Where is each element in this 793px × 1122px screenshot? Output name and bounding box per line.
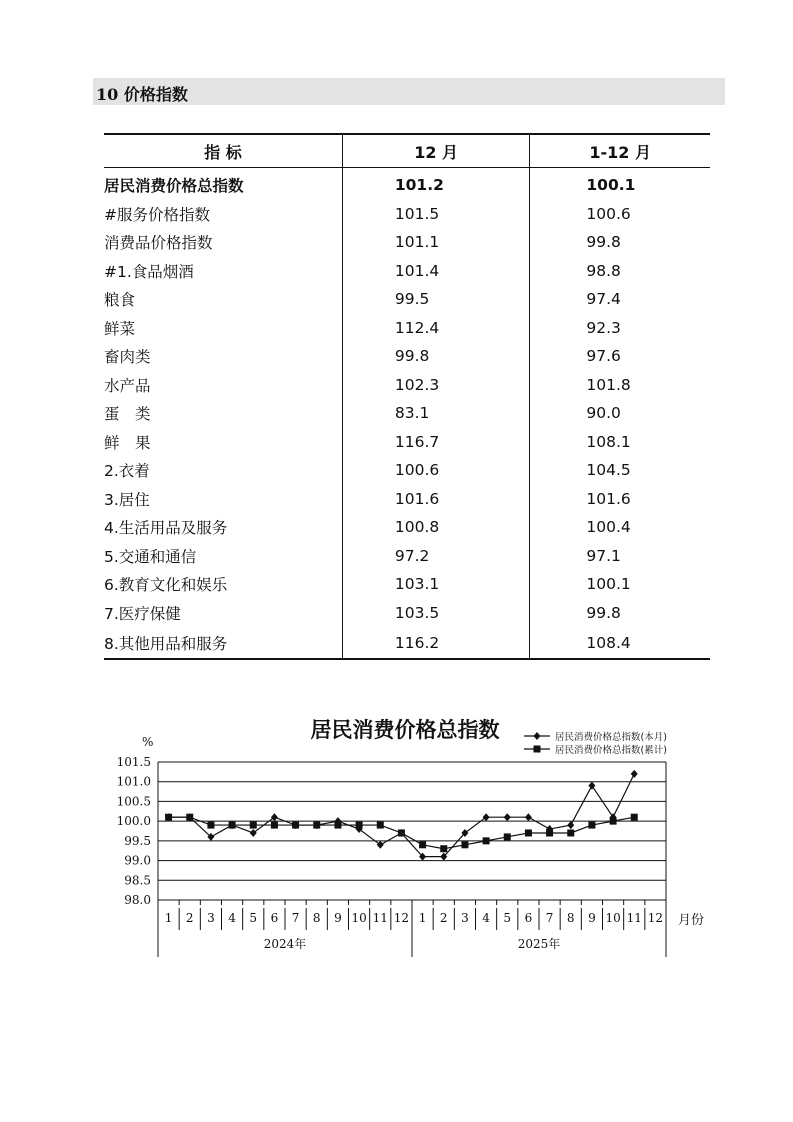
y-tick-label: 100.0 [116, 814, 151, 829]
table-row [104, 542, 710, 571]
y-tick-label: 100.5 [116, 794, 151, 809]
row-december-value: 103.5 [342, 599, 530, 628]
row-december-value: 97.2 [342, 542, 530, 571]
x-tick-label: 2 [439, 911, 448, 925]
table-row [104, 371, 710, 400]
row-label: 粮食 [104, 291, 136, 310]
row-jan-dec-value: 92.3 [586, 318, 621, 337]
series-cumulative-point [313, 822, 320, 829]
legend-marker [534, 746, 541, 753]
x-tick-label: 5 [503, 911, 512, 925]
y-tick-label: 101.5 [116, 755, 151, 769]
x-tick-label: 11 [626, 911, 642, 925]
row-december-value: 99.8 [342, 342, 530, 371]
row-label: 6.教育文化和娱乐 [104, 576, 228, 595]
series-cumulative-point [207, 822, 214, 829]
x-axis-label: 月份 [678, 913, 705, 928]
series-cumulative-point [631, 814, 638, 821]
legend-label: 居民消费价格总指数(本月) [555, 732, 667, 743]
row-december-value: 103.1 [342, 570, 530, 599]
row-jan-dec-value: 97.1 [586, 546, 621, 565]
row-december-value: 100.8 [342, 513, 530, 542]
table-row [104, 485, 710, 514]
series-monthly-point [567, 821, 574, 829]
table-row [104, 428, 710, 457]
table-row [104, 200, 710, 229]
x-tick-label: 12 [647, 911, 664, 925]
row-jan-dec-value: 108.4 [530, 627, 710, 659]
row-label: #服务价格指数 [104, 205, 210, 224]
series-cumulative-point [483, 837, 490, 844]
row-jan-dec-value: 100.4 [586, 518, 631, 537]
cpi-line-chart [0, 700, 793, 970]
table-row [104, 342, 710, 371]
x-tick-label: 3 [461, 911, 469, 925]
row-december-value: 100.6 [342, 456, 530, 485]
table-header-row [104, 134, 710, 168]
row-jan-dec-value: 100.1 [586, 176, 636, 195]
series-cumulative-point [567, 829, 574, 836]
series-cumulative-point [546, 829, 553, 836]
row-jan-dec-value: 97.6 [586, 347, 621, 366]
x-tick-label: 1 [164, 911, 173, 925]
table-row [104, 257, 710, 286]
series-monthly-point [504, 813, 511, 821]
row-label: 8.其他用品和服务 [104, 627, 342, 659]
row-december-value: 101.5 [342, 200, 530, 229]
x-tick-label: 8 [312, 911, 321, 925]
x-tick-label: 10 [351, 911, 367, 925]
table-row [104, 627, 710, 659]
series-cumulative-point [419, 841, 426, 848]
y-tick-label: 98.0 [124, 893, 151, 907]
header-december: 12 月 [342, 134, 530, 168]
table-row [104, 228, 710, 257]
table-row [104, 570, 710, 599]
row-december-value: 112.4 [342, 314, 530, 343]
table-row [104, 513, 710, 542]
row-december-value: 101.4 [342, 257, 530, 286]
row-label: 鲜 果 [104, 433, 151, 452]
x-tick-label: 7 [545, 911, 554, 925]
x-tick-label: 1 [418, 911, 427, 925]
series-cumulative-point [504, 833, 511, 840]
series-cumulative-point [588, 822, 595, 829]
table-row [104, 456, 710, 485]
series-cumulative-point [377, 822, 384, 829]
row-jan-dec-value: 104.5 [586, 461, 631, 480]
row-label: 居民消费价格总指数 [104, 177, 244, 196]
x-tick-label: 2 [185, 911, 194, 925]
row-label: 蛋 类 [104, 405, 151, 424]
row-jan-dec-value: 108.1 [586, 432, 631, 451]
chart-title: 居民消费价格总指数 [310, 718, 500, 742]
row-label: 7.医疗保健 [104, 604, 181, 623]
series-cumulative-point [461, 841, 468, 848]
x-tick-label: 11 [372, 911, 388, 925]
series-monthly-line [169, 774, 635, 857]
row-label: 消费品价格指数 [104, 234, 213, 253]
y-tick-label: 98.5 [124, 873, 151, 888]
series-monthly-point [271, 813, 278, 821]
series-cumulative-point [271, 822, 278, 829]
row-label: 2.衣着 [104, 462, 150, 481]
row-december-value: 102.3 [342, 371, 530, 400]
table-row [104, 399, 710, 428]
row-label: 3.居住 [104, 490, 150, 509]
section-title: 10 价格指数 [96, 85, 188, 104]
row-jan-dec-value: 90.0 [586, 404, 621, 423]
table-row [104, 314, 710, 343]
x-tick-label: 4 [228, 911, 236, 925]
x-tick-label: 6 [524, 911, 533, 925]
x-tick-label: 9 [334, 911, 342, 925]
table-body [104, 168, 710, 660]
x-tick-label: 9 [588, 911, 596, 925]
x-tick-label: 4 [482, 911, 490, 925]
series-cumulative-point [398, 829, 405, 836]
x-tick-label: 12 [393, 911, 410, 925]
row-december-value: 116.7 [342, 428, 530, 457]
x-tick-label: 10 [605, 911, 621, 925]
series-cumulative-point [525, 829, 532, 836]
x-group-label: 2024年 [263, 937, 307, 951]
series-cumulative-point [440, 845, 447, 852]
header-jan-dec: 1-12 月 [530, 134, 710, 168]
row-jan-dec-value: 101.8 [586, 375, 631, 394]
row-december-value: 83.1 [342, 399, 530, 428]
x-tick-label: 5 [249, 911, 258, 925]
price-index-table [104, 133, 710, 660]
row-december-value: 116.2 [342, 627, 530, 659]
row-jan-dec-value: 101.6 [586, 489, 631, 508]
row-december-value: 101.6 [342, 485, 530, 514]
row-december-value: 101.1 [342, 228, 530, 257]
header-indicator: 指 标 [104, 134, 342, 168]
series-cumulative-point [356, 822, 363, 829]
row-jan-dec-value: 100.6 [586, 204, 631, 223]
y-tick-label: 99.5 [124, 833, 151, 848]
series-cumulative-point [165, 814, 172, 821]
series-cumulative-point [610, 818, 617, 825]
row-jan-dec-value: 98.8 [586, 261, 621, 280]
series-cumulative-point [292, 822, 299, 829]
row-december-value: 101.2 [342, 168, 530, 200]
row-jan-dec-value: 100.1 [586, 575, 631, 594]
section-header-bar [93, 78, 725, 105]
series-monthly-point [483, 813, 490, 821]
x-tick-label: 3 [207, 911, 215, 925]
series-cumulative-point [250, 822, 257, 829]
row-label: 鲜菜 [104, 319, 136, 338]
x-tick-label: 6 [270, 911, 279, 925]
x-group-label: 2025年 [517, 937, 561, 951]
x-tick-label: 7 [291, 911, 300, 925]
x-tick-label: 8 [566, 911, 575, 925]
row-december-value: 99.5 [342, 285, 530, 314]
series-cumulative-point [229, 822, 236, 829]
series-monthly-point [631, 770, 638, 778]
series-monthly-point [525, 813, 532, 821]
row-label: 畜肉类 [104, 348, 151, 367]
row-label: 水产品 [104, 376, 151, 395]
row-label: 4.生活用品及服务 [104, 519, 228, 538]
table-row [104, 168, 710, 200]
series-cumulative-point [186, 814, 193, 821]
legend-label: 居民消费价格总指数(累计) [555, 745, 667, 756]
row-jan-dec-value: 99.8 [586, 233, 621, 252]
row-label: 5.交通和通信 [104, 547, 197, 566]
row-jan-dec-value: 99.8 [586, 603, 621, 622]
row-label: #1.食品烟酒 [104, 262, 194, 281]
y-tick-label: 99.0 [124, 853, 151, 868]
row-jan-dec-value: 97.4 [586, 290, 621, 309]
series-monthly-point [250, 829, 257, 837]
legend-marker [534, 732, 541, 740]
table-row [104, 599, 710, 628]
y-tick-label: 101.0 [116, 774, 151, 789]
series-cumulative-point [334, 822, 341, 829]
series-monthly-point [377, 841, 384, 849]
table-row [104, 285, 710, 314]
y-axis-unit: % [142, 735, 154, 749]
